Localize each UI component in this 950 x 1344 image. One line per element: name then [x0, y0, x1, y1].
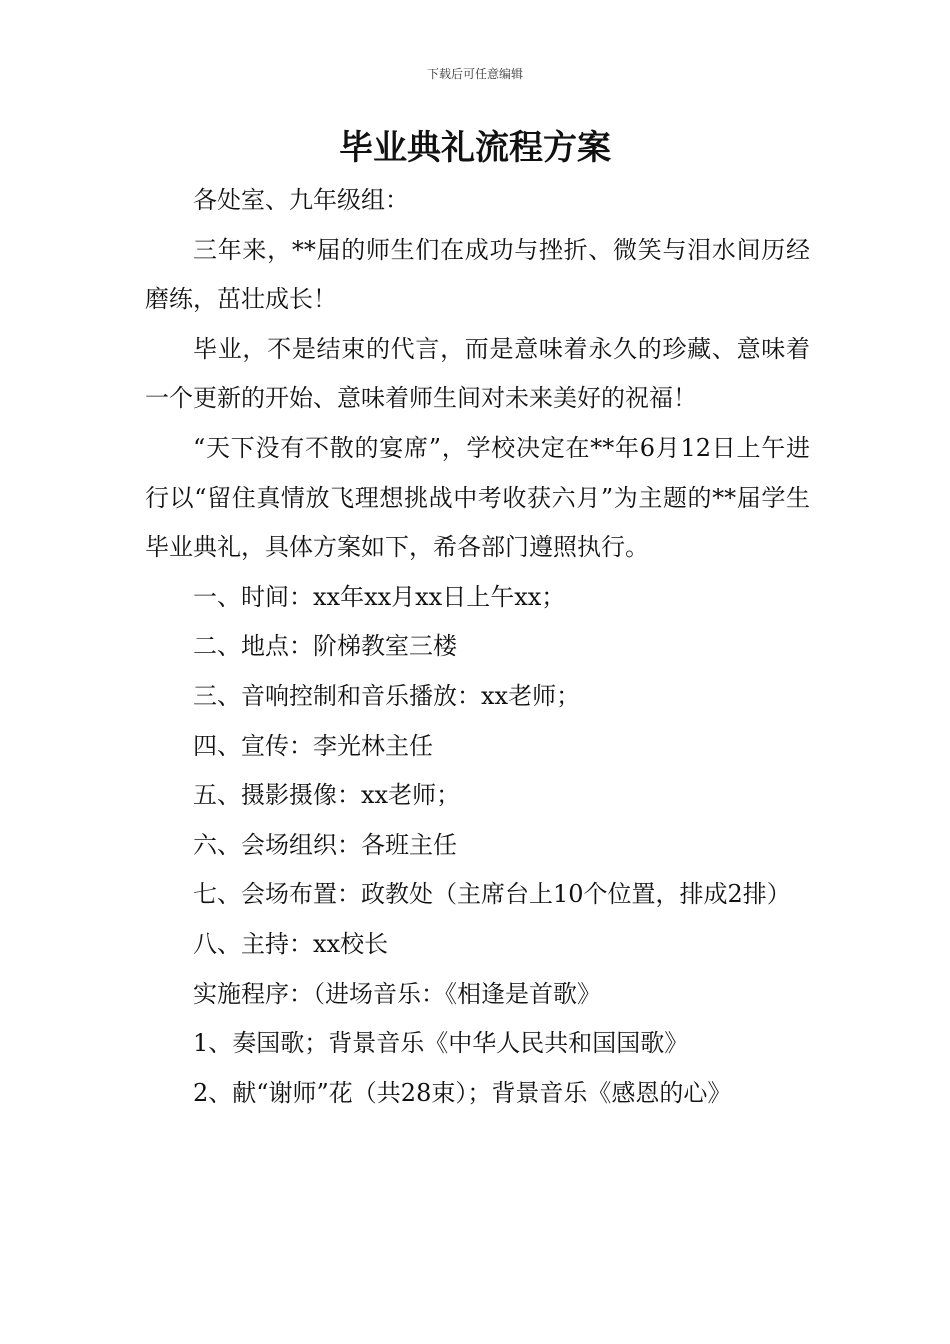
paragraph-addressee: 各处室、九年级组：: [193, 186, 409, 214]
list-item-venue-setup: 七、会场布置：政教处（主席台上10个位置，排成2排）: [193, 880, 791, 909]
procedure-step-2: 2、献“谢师”花（共28束）；背景音乐《感恩的心》: [193, 1078, 732, 1107]
procedure-heading: 实施程序：（进场音乐：《相逢是首歌》: [193, 979, 601, 1008]
list-item-host: 八、主持：xx校长: [193, 929, 389, 958]
list-item-venue-organization: 六、会场组织：各班主任: [193, 830, 457, 859]
list-item-publicity: 四、宣传：李光林主任: [193, 731, 433, 760]
document-body: [145, 176, 810, 1118]
document-title: 毕业典礼流程方案: [339, 128, 611, 168]
paragraph-intro: 三年来，**届的师生们在成功与挫折、微笑与泪水间历经磨练，茁壮成长！: [145, 235, 810, 314]
paragraph-graduation-meaning: 毕业，不是结束的代言，而是意味着永久的珍藏、意味着一个更新的开始、意味着师生间对未来美好的祝福！: [145, 334, 810, 413]
list-item-time: 一、时间：xx年xx月xx日上午xx；: [193, 582, 566, 611]
header-note: 下载后可任意编辑: [426, 67, 523, 81]
procedure-step-1: 1、奏国歌；背景音乐《中华人民共和国国歌》: [193, 1029, 689, 1058]
list-item-location: 二、地点：阶梯教室三楼: [193, 632, 457, 661]
list-item-photography: 五、摄影摄像：xx老师；: [193, 781, 461, 810]
list-item-audio: 三、音响控制和音乐播放：xx老师；: [193, 681, 581, 710]
paragraph-decision: “天下没有不散的宴席”，学校决定在**年6月12日上午进行以“留住真情放飞理想挑战中考收获六月”为主题的**届学生毕业典礼，具体方案如下，希各部门遵照执行。: [145, 433, 810, 562]
